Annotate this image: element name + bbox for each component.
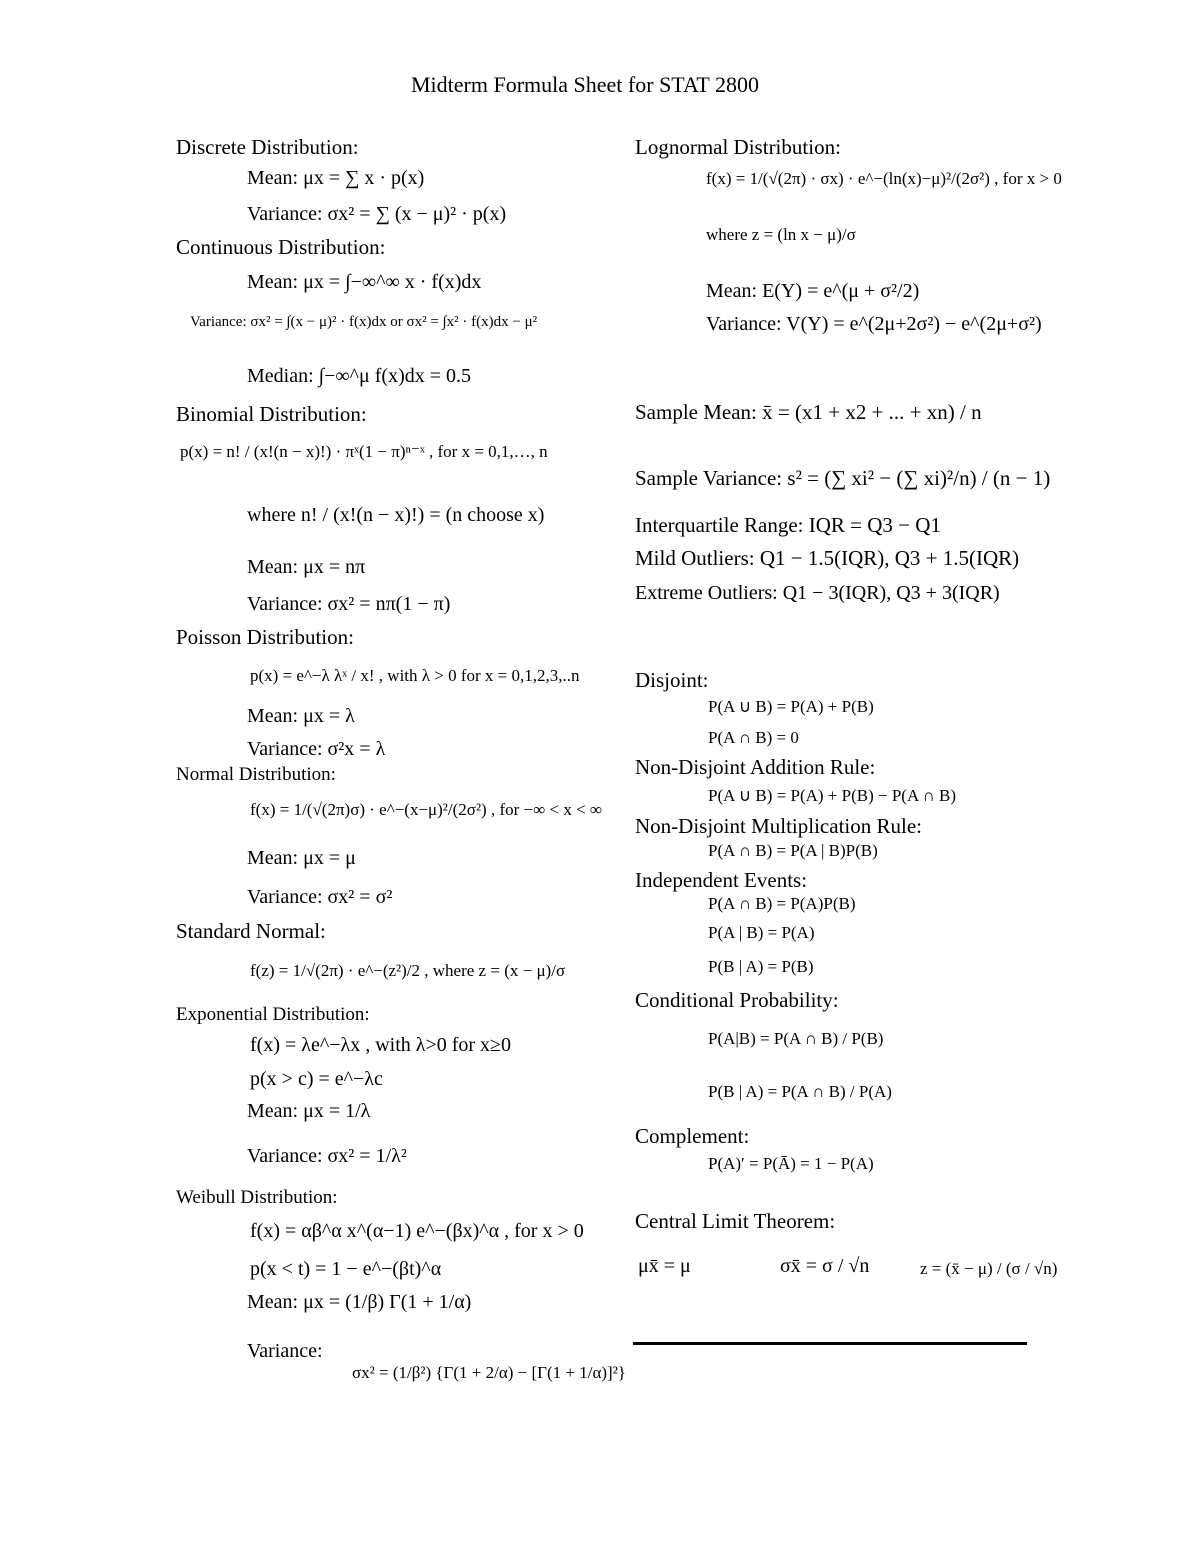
conditional-rule-1: P(A|B) = P(A ∩ B) / P(B) — [708, 1029, 884, 1048]
clt-z: z = (x̄ − μ) / (σ / √n) — [920, 1259, 1058, 1278]
weibull-mean: Mean: μx = (1/β) Γ(1 + 1/α) — [247, 1291, 472, 1313]
addition-rule: P(A ∪ B) = P(A) + P(B) − P(A ∩ B) — [708, 786, 957, 805]
divider-line — [633, 1342, 1027, 1345]
weibull-cdf: p(x < t) = 1 − e^−(βt)^α — [250, 1258, 442, 1280]
lognormal-heading: Lognormal Distribution: — [635, 135, 841, 159]
exponential-pdf: f(x) = λe^−λx , with λ>0 for x≥0 — [250, 1034, 512, 1056]
lognormal-where: where z = (ln x − μ)/σ — [706, 225, 856, 244]
weibull-variance-label: Variance: — [247, 1340, 323, 1362]
continuous-median: Median: ∫−∞^μ f(x)dx = 0.5 — [247, 365, 472, 387]
discrete-mean: Mean: μx = ∑ x · p(x) — [247, 167, 425, 189]
multiplication-rule-heading: Non-Disjoint Multiplication Rule: — [635, 814, 922, 838]
exponential-mean: Mean: μx = 1/λ — [247, 1100, 371, 1122]
disjoint-union: P(A ∪ B) = P(A) + P(B) — [708, 697, 874, 716]
poisson-mean: Mean: μx = λ — [247, 705, 355, 727]
standard-normal-pdf: f(z) = 1/√(2π) · e^−(z²)/2 , where z = (x − μ)/σ — [250, 961, 566, 980]
binomial-where: where n! / (x!(n − x)!) = (n choose x) — [247, 504, 545, 526]
poisson-heading: Poisson Distribution: — [176, 625, 354, 649]
continuous-variance: Variance: σx² = ∫(x − μ)² · f(x)dx or σx² = ∫x² · f(x)dx − μ² — [190, 314, 538, 330]
independent-heading: Independent Events: — [635, 868, 808, 892]
binomial-variance: Variance: σx² = nπ(1 − π) — [247, 593, 451, 615]
mild-outliers: Mild Outliers: Q1 − 1.5(IQR), Q3 + 1.5(IQR) — [635, 546, 1020, 570]
weibull-pdf: f(x) = αβ^α x^(α−1) e^−(βx)^α , for x > 0 — [250, 1220, 584, 1242]
clt-sigma: σx̄ = σ / √n — [780, 1255, 870, 1277]
discrete-heading: Discrete Distribution: — [176, 135, 359, 159]
sample-mean: Sample Mean: x̄ = (x1 + x2 + ... + xn) / n — [635, 400, 982, 424]
normal-heading: Normal Distribution: — [176, 764, 336, 785]
interquartile-range: Interquartile Range: IQR = Q3 − Q1 — [635, 513, 941, 537]
clt-mean: μx̄ = μ — [638, 1255, 691, 1277]
independent-rule-3: P(B | A) = P(B) — [708, 957, 814, 976]
addition-rule-heading: Non-Disjoint Addition Rule: — [635, 755, 876, 779]
exponential-variance: Variance: σx² = 1/λ² — [247, 1145, 407, 1167]
normal-mean: Mean: μx = μ — [247, 847, 356, 869]
exponential-heading: Exponential Distribution: — [176, 1004, 370, 1025]
lognormal-variance: Variance: V(Y) = e^(2μ+2σ²) − e^(2μ+σ²) — [706, 313, 1042, 335]
complement-heading: Complement: — [635, 1124, 750, 1148]
binomial-heading: Binomial Distribution: — [176, 402, 367, 426]
discrete-variance: Variance: σx² = ∑ (x − μ)² · p(x) — [247, 203, 507, 225]
poisson-pmf: p(x) = e^−λ λˣ / x! , with λ > 0 for x = 0,1,2,3,..n — [250, 666, 580, 685]
independent-rule-2: P(A | B) = P(A) — [708, 923, 815, 942]
disjoint-heading: Disjoint: — [635, 668, 709, 692]
extreme-outliers: Extreme Outliers: Q1 − 3(IQR), Q3 + 3(IQR) — [635, 582, 1000, 604]
continuous-heading: Continuous Distribution: — [176, 235, 386, 259]
conditional-heading: Conditional Probability: — [635, 988, 839, 1012]
lognormal-mean: Mean: E(Y) = e^(μ + σ²/2) — [706, 280, 920, 302]
binomial-mean: Mean: μx = nπ — [247, 556, 366, 578]
multiplication-rule: P(A ∩ B) = P(A | B)P(B) — [708, 841, 878, 860]
poisson-variance: Variance: σ²x = λ — [247, 738, 386, 760]
weibull-variance: σx² = (1/β²) {Γ(1 + 2/α) − [Γ(1 + 1/α)]²} — [352, 1363, 626, 1382]
sample-variance: Sample Variance: s² = (∑ xi² − (∑ xi)²/n) / (n − 1) — [635, 466, 1051, 490]
complement-rule: P(A)′ = P(Ā) = 1 − P(A) — [708, 1154, 874, 1173]
continuous-mean: Mean: μx = ∫−∞^∞ x · f(x)dx — [247, 271, 482, 293]
binomial-pmf: p(x) = n! / (x!(n − x)!) · πˣ(1 − π)ⁿ⁻ˣ , for x = 0,1,…, n — [180, 442, 548, 461]
lognormal-pdf: f(x) = 1/(√(2π) · σx) · e^−(ln(x)−μ)²/(2σ²) , for x > 0 — [706, 169, 1062, 188]
standard-normal-heading: Standard Normal: — [176, 919, 326, 943]
normal-variance: Variance: σx² = σ² — [247, 886, 393, 908]
disjoint-intersection: P(A ∩ B) = 0 — [708, 728, 799, 747]
normal-pdf: f(x) = 1/(√(2π)σ) · e^−(x−μ)²/(2σ²) , for −∞ < x < ∞ — [250, 800, 603, 819]
weibull-heading: Weibull Distribution: — [176, 1187, 338, 1208]
page-title: Midterm Formula Sheet for STAT 2800 — [411, 72, 759, 97]
independent-rule-1: P(A ∩ B) = P(A)P(B) — [708, 894, 856, 913]
exponential-tail: p(x > c) = e^−λc — [250, 1068, 383, 1090]
clt-heading: Central Limit Theorem: — [635, 1209, 836, 1233]
conditional-rule-2: P(B | A) = P(A ∩ B) / P(A) — [708, 1082, 892, 1101]
